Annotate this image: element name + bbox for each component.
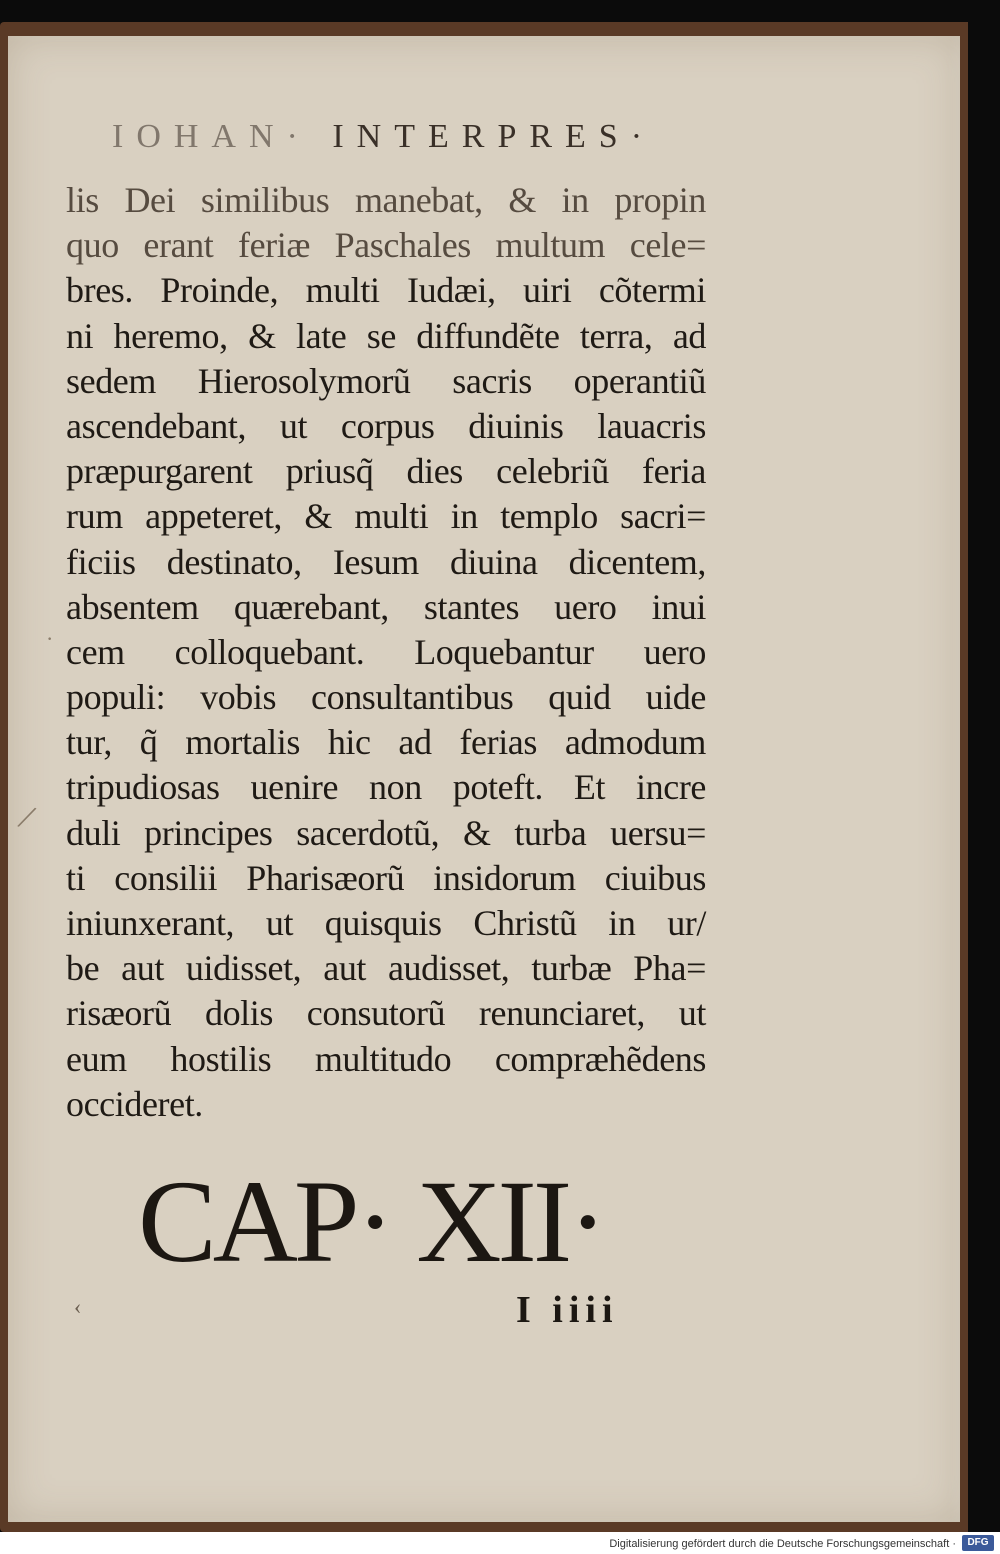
text-line: be aut uidisset, aut audisset, turbæ Pha=	[66, 948, 706, 989]
text-line: sedem Hierosolymorũ sacris operantiũ	[66, 360, 706, 401]
text-line: ni heremo, & late se diffundẽte terra, ad	[66, 315, 706, 356]
text-line: ascendebant, ut corpus diuinis lauacris	[66, 405, 706, 446]
text-line: iniunxerant, ut quisquis Christũ in ur/	[66, 903, 706, 943]
book-page	[8, 36, 960, 1522]
margin-small-mark: ‹	[74, 1294, 82, 1319]
text-line: ficiis destinato, Iesum diuina dicentem,	[66, 541, 706, 582]
text-line: populi: vobis consultantibus quid uide	[66, 677, 706, 718]
text-line: eum hostilis multitudo compræhẽdens	[66, 1038, 706, 1079]
signature-mark: I iiii	[516, 1289, 619, 1331]
chapter-heading: CAP· XII·	[138, 1156, 604, 1287]
running-header	[112, 118, 712, 168]
text-line: duli principes sacerdotũ, & turba uersu=	[66, 812, 706, 853]
text-line: rum appeteret, & multi in templo sacri=	[66, 496, 706, 537]
text-line: tripudiosas uenire non poteft. Et incre	[66, 767, 706, 808]
text-line: lis Dei similibus manebat, & in propin	[66, 180, 706, 220]
dfg-logo-icon[interactable]: DFG	[962, 1535, 994, 1551]
text-line: ti consilii Pharisæorũ insidorum ciuibus	[66, 857, 706, 898]
running-header-right: INTERPRES·	[332, 118, 656, 155]
running-header-left: IOHAN·	[112, 118, 311, 155]
footer-bar	[0, 1532, 1000, 1554]
text-line: bres. Proinde, multi Iudæi, uiri cõtermi	[66, 270, 706, 311]
text-line: quo erant feriæ Paschales multum cele=	[66, 225, 706, 266]
body-text	[66, 178, 706, 1127]
text-line: risæorũ dolis consutorũ renunciaret, ut	[66, 993, 706, 1034]
text-line: absentem quærebant, stantes uero inui	[66, 586, 706, 627]
margin-slash-mark: /	[14, 796, 40, 838]
text-line: præpurgarent priusq̃ dies celebriũ feria	[66, 451, 706, 492]
margin-dot-mark: ·	[46, 626, 54, 651]
text-line: occideret.	[66, 1083, 203, 1124]
footer-credit: Digitalisierung gefördert durch die Deutsche Forschungsgemeinschaft ·	[609, 1538, 956, 1550]
text-line: cem colloquebant. Loquebantur uero	[66, 631, 706, 672]
text-line: tur, q̃ mortalis hic ad ferias admodum	[66, 722, 706, 763]
